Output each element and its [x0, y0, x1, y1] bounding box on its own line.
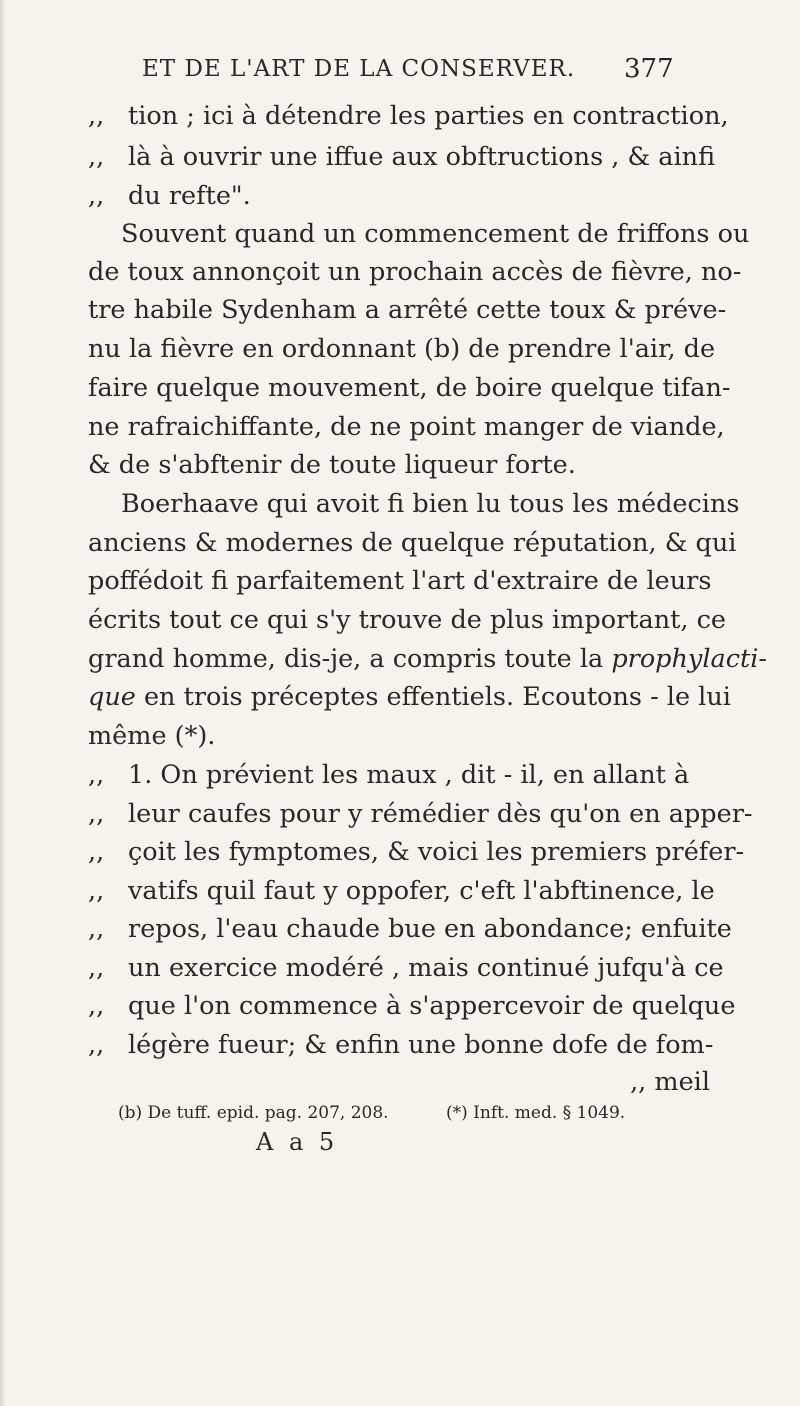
running-head: ET DE L'ART DE LA CONSERVER.	[142, 56, 576, 82]
page-number: 377	[624, 54, 674, 84]
footnote-star: (*) Inft. med. § 1049.	[446, 1103, 626, 1123]
text-line: Souvent quand un commencement de friffons ou	[121, 219, 750, 249]
catchword-line: ,, meil	[630, 1067, 710, 1097]
text-line: de toux annonçoit un prochain accès de fièvre, no-	[88, 257, 742, 287]
text-line: ,, 1. On prévient les maux , dit - il, en allant à	[88, 760, 690, 790]
page-gutter-shadow	[0, 0, 6, 1406]
text-line: que en trois préceptes effentiels. Ecoutons - le lui	[88, 682, 731, 712]
text-line: ,, que l'on commence à s'appercevoir de quelque	[88, 991, 736, 1021]
text-line: écrits tout ce qui s'y trouve de plus important, ce	[88, 605, 726, 635]
text-line: ,, tion ; ici à détendre les parties en contraction,	[88, 101, 729, 131]
text-line: nu la fièvre en ordonnant (b) de prendre l'air, de	[88, 334, 716, 364]
text-line: ne rafraichiffante, de ne point manger de viande,	[88, 412, 725, 442]
text-line: ,, légère fueur; & enfin une bonne dofe de fom-	[88, 1030, 714, 1060]
text-line: grand homme, dis-je, a compris toute la prophylacti-	[88, 644, 767, 674]
text-line: & de s'abftenir de toute liqueur forte.	[88, 450, 576, 480]
text-line: ,, là à ouvrir une iffue aux obftructions , & ainfi	[88, 142, 716, 172]
text-line: poffédoit fi parfaitement l'art d'extraire de leurs	[88, 566, 712, 596]
signature-mark: A a 5	[256, 1128, 339, 1156]
text-line: ,, çoit les fymptomes, & voici les premiers préfer-	[88, 837, 745, 867]
text-line: ,, un exercice modéré , mais continué jufqu'à ce	[88, 953, 724, 983]
text-line: ,, vatifs quil faut y oppofer, c'eft l'abftinence, le	[88, 876, 715, 906]
text-line: faire quelque mouvement, de boire quelque tifan-	[88, 373, 731, 403]
text-line: anciens & modernes de quelque réputation, & qui	[88, 528, 737, 558]
text-line: même (*).	[88, 721, 216, 751]
text-line: tre habile Sydenham a arrêté cette toux & préve-	[88, 295, 727, 325]
text-line: ,, leur caufes pour y rémédier dès qu'on en apper-	[88, 799, 753, 829]
text-line: ,, repos, l'eau chaude bue en abondance; enfuite	[88, 914, 732, 944]
footnote-b: (b) De tuff. epid. pag. 207, 208.	[118, 1103, 389, 1123]
text-line: ,, du refte".	[88, 181, 251, 211]
footnotes	[118, 1103, 738, 1123]
text-line: Boerhaave qui avoit fi bien lu tous les médecins	[121, 489, 740, 519]
